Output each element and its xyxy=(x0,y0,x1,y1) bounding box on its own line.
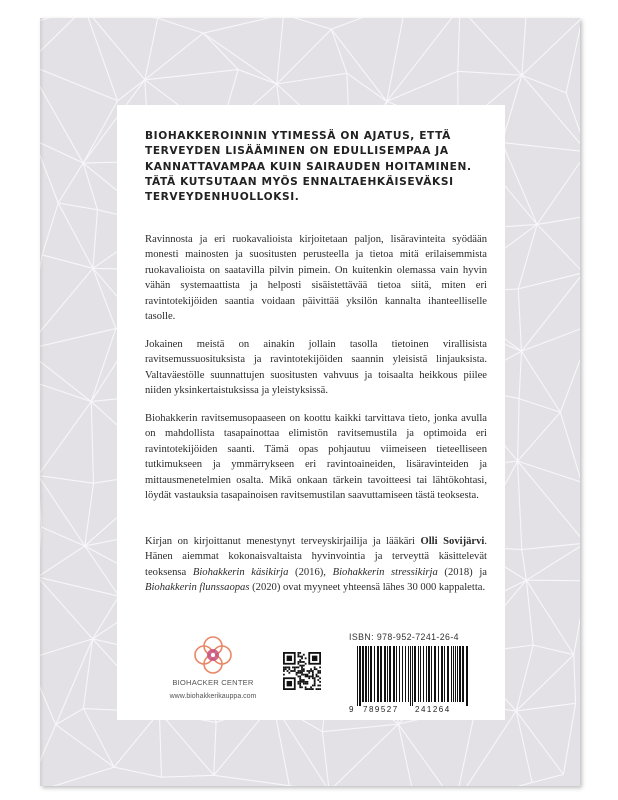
qr-module xyxy=(292,666,294,668)
barcode-bar xyxy=(455,646,456,702)
mesh-line xyxy=(145,70,238,80)
barcode-digits-right: 241264 xyxy=(415,705,451,714)
cover-shadow xyxy=(40,18,44,786)
body-paragraph-1: Ravinnosta ja eri ruokavalioista kirjoitetaan paljon, lisäravinteita syödään monesti mainosten ja suositusten perusteella ja tietoa mitä erilaisemmista ruokavalioista on saatavilla pilvin pimein. On kuitenkin olemassa vain hyvin vähän systemaattista ja helposti sisäistettävää tietoa siitä, miten eri ravintotekijöiden saantia voidaan päivittää yksilön kannalta ihanteelliselle tasolle. xyxy=(145,234,487,323)
qr-module xyxy=(283,670,285,672)
mesh-line xyxy=(537,224,580,272)
qr-module xyxy=(297,670,299,672)
mesh-line xyxy=(329,724,398,786)
qr-module xyxy=(319,672,321,674)
barcode-bar xyxy=(410,646,411,706)
mesh-line xyxy=(56,709,84,725)
barcode-bar xyxy=(462,646,464,702)
qr-module xyxy=(299,685,301,687)
qr-module xyxy=(303,674,305,676)
mesh-line xyxy=(277,73,347,84)
mesh-line xyxy=(159,712,161,777)
barcode-bar xyxy=(370,646,372,702)
mesh-line xyxy=(40,476,94,484)
mesh-line xyxy=(93,596,119,639)
mesh-line xyxy=(398,724,455,786)
qr-module xyxy=(310,668,312,670)
barcode-bar xyxy=(438,646,439,702)
qr-module xyxy=(308,677,310,679)
qr-module xyxy=(297,652,299,654)
mesh-line xyxy=(93,268,116,328)
qr-module xyxy=(288,666,290,668)
mesh-line xyxy=(574,581,580,655)
barcode-bar xyxy=(377,646,379,702)
mesh-line xyxy=(161,775,213,777)
isbn-label: ISBN: 978-952-7241-26-4 xyxy=(349,632,459,642)
qr-module xyxy=(314,681,316,683)
qr-module xyxy=(301,670,303,672)
intro-paragraph: BIOHAKKEROINNIN YTIMESSÄ ON AJATUS, ETTÄ TERVEYDEN LISÄÄMINEN ON EDULLISEMPAA JA KANNATTAVAMPAA KUIN SAIRAUDEN HOITAMINEN. TÄTÄ KUTSUTAAN MYÖS ENNALTAEHKÄISEVÄKSI TERVEYDENHUOLLOKSI. xyxy=(145,130,472,204)
qr-module xyxy=(312,672,314,674)
qr-module xyxy=(290,670,292,672)
author-text-e: (2020) ovat myyneet yhteensä lähes 30 000 kappaletta. xyxy=(249,582,486,594)
mesh-line xyxy=(331,18,406,29)
barcode-bar xyxy=(396,646,397,702)
qr-module xyxy=(312,688,314,690)
qr-module xyxy=(307,688,309,690)
qr-module xyxy=(297,681,299,683)
qr-module xyxy=(285,668,287,670)
qr-module xyxy=(317,670,319,672)
barcode-bar xyxy=(399,646,400,702)
mesh-line xyxy=(91,329,116,402)
qr-module xyxy=(314,666,316,668)
barcode-bar xyxy=(393,646,395,702)
mesh-line xyxy=(502,142,537,224)
qr-module xyxy=(312,685,314,687)
qr-module xyxy=(297,663,299,665)
qr-module xyxy=(297,672,299,674)
barcode-bar xyxy=(444,646,445,702)
qr-module xyxy=(299,656,301,658)
author-text-c: (2016), xyxy=(288,566,333,578)
qr-module xyxy=(308,676,310,678)
barcode-bar xyxy=(434,646,436,702)
mesh-line xyxy=(516,703,575,711)
mesh-line xyxy=(40,767,114,786)
barcode-bar xyxy=(431,646,432,702)
qr-module xyxy=(297,656,299,658)
qr-code xyxy=(283,652,321,690)
qr-module xyxy=(316,674,318,676)
publisher-url: www.biohakkerikauppa.com xyxy=(169,693,257,700)
qr-module xyxy=(305,681,307,683)
barcode-bar xyxy=(441,646,443,702)
qr-module xyxy=(301,668,303,670)
qr-module xyxy=(301,665,303,667)
mesh-line xyxy=(42,203,58,255)
mesh-line xyxy=(521,351,560,412)
barcode-bar xyxy=(466,646,468,706)
qr-module xyxy=(301,674,303,676)
mesh-line xyxy=(458,71,522,75)
author-name: Olli Sovijärvi xyxy=(420,536,485,547)
qr-module xyxy=(297,654,299,656)
barcode-bar xyxy=(418,646,419,702)
mesh-line xyxy=(322,732,329,786)
mesh-line xyxy=(566,93,580,152)
qr-module xyxy=(297,661,299,663)
qr-module xyxy=(314,677,316,679)
mesh-line xyxy=(40,64,83,163)
mesh-line xyxy=(83,163,97,210)
mesh-line xyxy=(40,546,85,577)
qr-module xyxy=(299,686,301,688)
qr-module xyxy=(296,672,298,674)
qr-module xyxy=(301,661,303,663)
qr-module xyxy=(299,676,301,678)
qr-module xyxy=(319,666,321,668)
mesh-line xyxy=(159,712,213,775)
qr-module xyxy=(287,670,289,672)
qr-module xyxy=(303,665,305,667)
barcode-bar xyxy=(362,646,364,702)
barcode-bar xyxy=(374,646,375,702)
mesh-line xyxy=(563,703,575,774)
qr-module xyxy=(307,676,309,678)
mesh-line xyxy=(518,461,522,550)
qr-module xyxy=(301,666,303,668)
barcode-bar xyxy=(405,646,406,702)
qr-module xyxy=(307,670,309,672)
qr-finder-core xyxy=(287,656,292,661)
qr-module xyxy=(294,670,296,672)
mesh-line xyxy=(114,767,161,777)
mesh-line xyxy=(566,18,580,93)
barcode-bar xyxy=(414,646,416,702)
qr-module xyxy=(314,668,316,670)
mesh-line xyxy=(522,550,527,581)
qr-module xyxy=(301,657,303,659)
barcode-bar xyxy=(457,646,458,702)
mesh-line xyxy=(322,724,398,732)
qr-module xyxy=(310,676,312,678)
qr-module xyxy=(299,659,301,661)
qr-module xyxy=(299,670,301,672)
isbn-barcode xyxy=(349,646,469,714)
qr-module xyxy=(312,674,314,676)
qr-module xyxy=(297,666,299,668)
qr-module xyxy=(307,674,309,676)
barcode-bar xyxy=(423,646,424,702)
qr-module xyxy=(319,685,321,687)
qr-module xyxy=(288,668,290,670)
barcode-bar xyxy=(408,646,409,702)
barcode-bar xyxy=(365,646,367,702)
qr-module xyxy=(314,685,316,687)
qr-finder-core xyxy=(312,656,317,661)
mesh-line xyxy=(533,645,574,655)
text-panel xyxy=(117,105,505,720)
qr-module xyxy=(283,668,285,670)
qr-module xyxy=(305,663,307,665)
qr-module xyxy=(305,686,307,688)
book-back-cover xyxy=(40,18,580,786)
mesh-line xyxy=(522,75,566,93)
mesh-line xyxy=(537,216,580,225)
mesh-line xyxy=(40,18,85,64)
mesh-line xyxy=(518,289,521,351)
author-text-b: . Hänen aiemmat kokonaisvaltaista hyvinvointia ja terveyttä käsittelevät teoksensa xyxy=(145,536,487,578)
qr-module xyxy=(317,676,319,678)
barcode-bar xyxy=(447,646,449,702)
qr-module xyxy=(308,672,310,674)
mesh-line xyxy=(158,18,203,33)
barcode-digits-left: 789527 xyxy=(363,705,399,714)
mesh-line xyxy=(560,324,580,412)
mesh-line xyxy=(331,29,346,73)
qr-module xyxy=(303,654,305,656)
mesh-line xyxy=(238,70,277,84)
biohacker-flower-logo xyxy=(193,635,233,675)
mesh-line xyxy=(398,724,415,786)
mesh-line xyxy=(203,18,283,33)
barcode-bar xyxy=(412,646,413,706)
qr-module xyxy=(308,688,310,690)
mesh-line xyxy=(40,350,91,402)
mesh-line xyxy=(387,18,460,101)
qr-module xyxy=(299,683,301,685)
qr-module xyxy=(303,683,305,685)
qr-module xyxy=(314,683,316,685)
body-paragraph-2: Jokainen meistä on ainakin jollain tasolla tietoinen virallisista ravitsemussuosituksista ja ravintotekijöiden saannin yleisistä linjauksista. Valtaväestölle suunnattujen suositusten vahvuus ja toisaalta heikkous piilee niiden yksinkertaistuksissa ja yleistyksissä. xyxy=(145,339,487,397)
qr-finder-core xyxy=(287,681,292,686)
mesh-line xyxy=(58,163,83,203)
qr-module xyxy=(294,666,296,668)
qr-module xyxy=(316,668,318,670)
mesh-line xyxy=(203,33,277,84)
barcode-bar xyxy=(426,646,427,702)
qr-module xyxy=(310,688,312,690)
qr-module xyxy=(310,686,312,688)
qr-module xyxy=(305,676,307,678)
qr-module xyxy=(301,686,303,688)
author-text-a: Kirjan on kirjoittanut menestynyt terveyskirjailija ja lääkäri xyxy=(145,536,421,547)
mesh-line xyxy=(518,224,537,288)
qr-module xyxy=(303,679,305,681)
qr-module xyxy=(301,672,303,674)
book-title-3: Biohakkerin flunssaopas xyxy=(145,582,250,594)
qr-module xyxy=(299,681,301,683)
qr-module xyxy=(283,666,285,668)
barcode-bar xyxy=(402,646,403,702)
barcode-bar xyxy=(453,646,454,702)
qr-module xyxy=(319,670,321,672)
qr-module xyxy=(301,679,303,681)
mesh-line xyxy=(85,18,118,101)
mesh-line xyxy=(214,722,216,775)
qr-module xyxy=(305,688,307,690)
qr-module xyxy=(299,672,301,674)
mesh-line xyxy=(537,152,580,225)
qr-module xyxy=(297,676,299,678)
qr-module xyxy=(296,674,298,676)
barcode-bar xyxy=(459,646,461,702)
mesh-line xyxy=(40,268,93,349)
mesh-line xyxy=(518,399,520,462)
qr-module xyxy=(305,683,307,685)
mesh-line xyxy=(519,351,521,398)
qr-module xyxy=(316,688,318,690)
qr-module xyxy=(312,677,314,679)
barcode-bar xyxy=(428,646,430,702)
publisher-name: BIOHACKER CENTER xyxy=(172,678,254,687)
mesh-line xyxy=(458,18,460,71)
qr-module xyxy=(317,688,319,690)
mesh-line xyxy=(42,255,93,268)
qr-module xyxy=(317,685,319,687)
qr-module xyxy=(292,670,294,672)
mesh-line xyxy=(83,709,114,768)
barcode-bar xyxy=(451,646,452,702)
mesh-line xyxy=(284,18,332,29)
qr-module xyxy=(312,676,314,678)
mesh-line xyxy=(58,203,93,268)
mesh-line xyxy=(560,412,580,482)
book-title-1: Biohakkerin käsikirja xyxy=(192,566,289,578)
mesh-line xyxy=(516,655,574,711)
mesh-line xyxy=(521,273,580,351)
qr-module xyxy=(299,661,301,663)
mesh-line xyxy=(518,273,580,289)
mesh-line xyxy=(40,18,85,20)
body-paragraph-3: Biohakkerin ravitsemusopaaseen on koottu kaikki tarvittava tieto, jonka avulla on mahdollista tasapainottaa elimistön ravitsemustila ja optimoida eri ravintotekijöiden saanti. Tämä opas pohjautuu viimeiseen tieteelliseen tutkimukseen ja ymmärrykseen eri ravintoaineiden, lisäravinteiden ja mittausmenetelmien osalta. Mikä onkaan tärkein tavoitteesi tai lähtökohtasi, löydät vastauksia tasapainoisen ravitsemustilan saavuttamiseen tästä teoksesta. xyxy=(145,413,487,502)
mesh-line xyxy=(203,33,238,69)
qr-module xyxy=(299,679,301,681)
barcode-bar xyxy=(368,646,369,702)
qr-module xyxy=(283,674,285,676)
mesh-line xyxy=(522,543,580,549)
qr-module xyxy=(303,668,305,670)
mesh-line xyxy=(574,655,576,704)
qr-module xyxy=(319,688,321,690)
mesh-line xyxy=(40,476,85,546)
qr-module xyxy=(296,666,298,668)
barcode-bar xyxy=(359,646,361,706)
qr-module xyxy=(317,679,319,681)
mesh-line xyxy=(85,18,145,80)
barcode-bar xyxy=(420,646,421,702)
qr-module xyxy=(299,677,301,679)
qr-module xyxy=(307,681,309,683)
mesh-line xyxy=(532,774,563,782)
qr-module xyxy=(319,681,321,683)
mesh-line xyxy=(58,203,97,210)
mesh-line xyxy=(277,29,332,84)
qr-module xyxy=(301,656,303,658)
mesh-line xyxy=(40,577,93,639)
mesh-line xyxy=(387,71,458,101)
qr-module xyxy=(314,679,316,681)
mesh-line xyxy=(85,483,94,546)
mesh-line xyxy=(40,402,91,476)
barcode-bar xyxy=(357,646,358,706)
mesh-line xyxy=(519,399,560,413)
author-paragraph xyxy=(145,534,487,596)
qr-module xyxy=(312,670,314,672)
qr-module xyxy=(303,670,305,672)
qr-module xyxy=(303,681,305,683)
mesh-line xyxy=(40,329,116,350)
qr-module xyxy=(305,674,307,676)
mesh-line xyxy=(347,73,387,101)
barcode-bar xyxy=(384,646,386,702)
qr-module xyxy=(307,683,309,685)
mesh-line xyxy=(277,18,284,84)
author-text-d: (2018) ja xyxy=(437,566,487,578)
qr-module xyxy=(285,666,287,668)
mesh-line xyxy=(526,580,580,581)
barcode-bar xyxy=(380,646,382,702)
barcode-bar xyxy=(387,646,388,702)
mesh-line xyxy=(40,384,91,401)
qr-module xyxy=(299,665,301,667)
qr-module xyxy=(305,657,307,659)
qr-module xyxy=(303,661,305,663)
mesh-line xyxy=(518,412,561,461)
qr-module xyxy=(301,681,303,683)
qr-module xyxy=(288,672,290,674)
mesh-line xyxy=(56,725,114,767)
barcode-bars xyxy=(357,646,468,706)
qr-module xyxy=(310,670,312,672)
mesh-line xyxy=(455,711,516,786)
barcode-bar xyxy=(389,646,391,702)
mesh-line xyxy=(91,402,93,484)
qr-module xyxy=(297,683,299,685)
mesh-line xyxy=(331,29,386,101)
mesh-line xyxy=(214,775,289,785)
mesh-line xyxy=(522,18,527,75)
mesh-line xyxy=(521,324,580,351)
mesh-line xyxy=(93,210,98,268)
mesh-line xyxy=(114,712,159,767)
mesh-line xyxy=(460,18,522,75)
mesh-line xyxy=(502,142,580,151)
qr-module xyxy=(316,676,318,678)
mesh-line xyxy=(83,101,117,163)
book-title-2: Biohakkerin stressikirja xyxy=(332,566,438,578)
mesh-line xyxy=(85,546,119,596)
qr-module xyxy=(317,672,319,674)
qr-module xyxy=(319,677,321,679)
mesh-line xyxy=(516,645,533,711)
mesh-line xyxy=(518,461,580,543)
qr-module xyxy=(287,666,289,668)
qr-module xyxy=(299,652,301,654)
qr-module xyxy=(294,668,296,670)
qr-module xyxy=(308,670,310,672)
barcode-digit-first: 9 xyxy=(349,705,354,714)
